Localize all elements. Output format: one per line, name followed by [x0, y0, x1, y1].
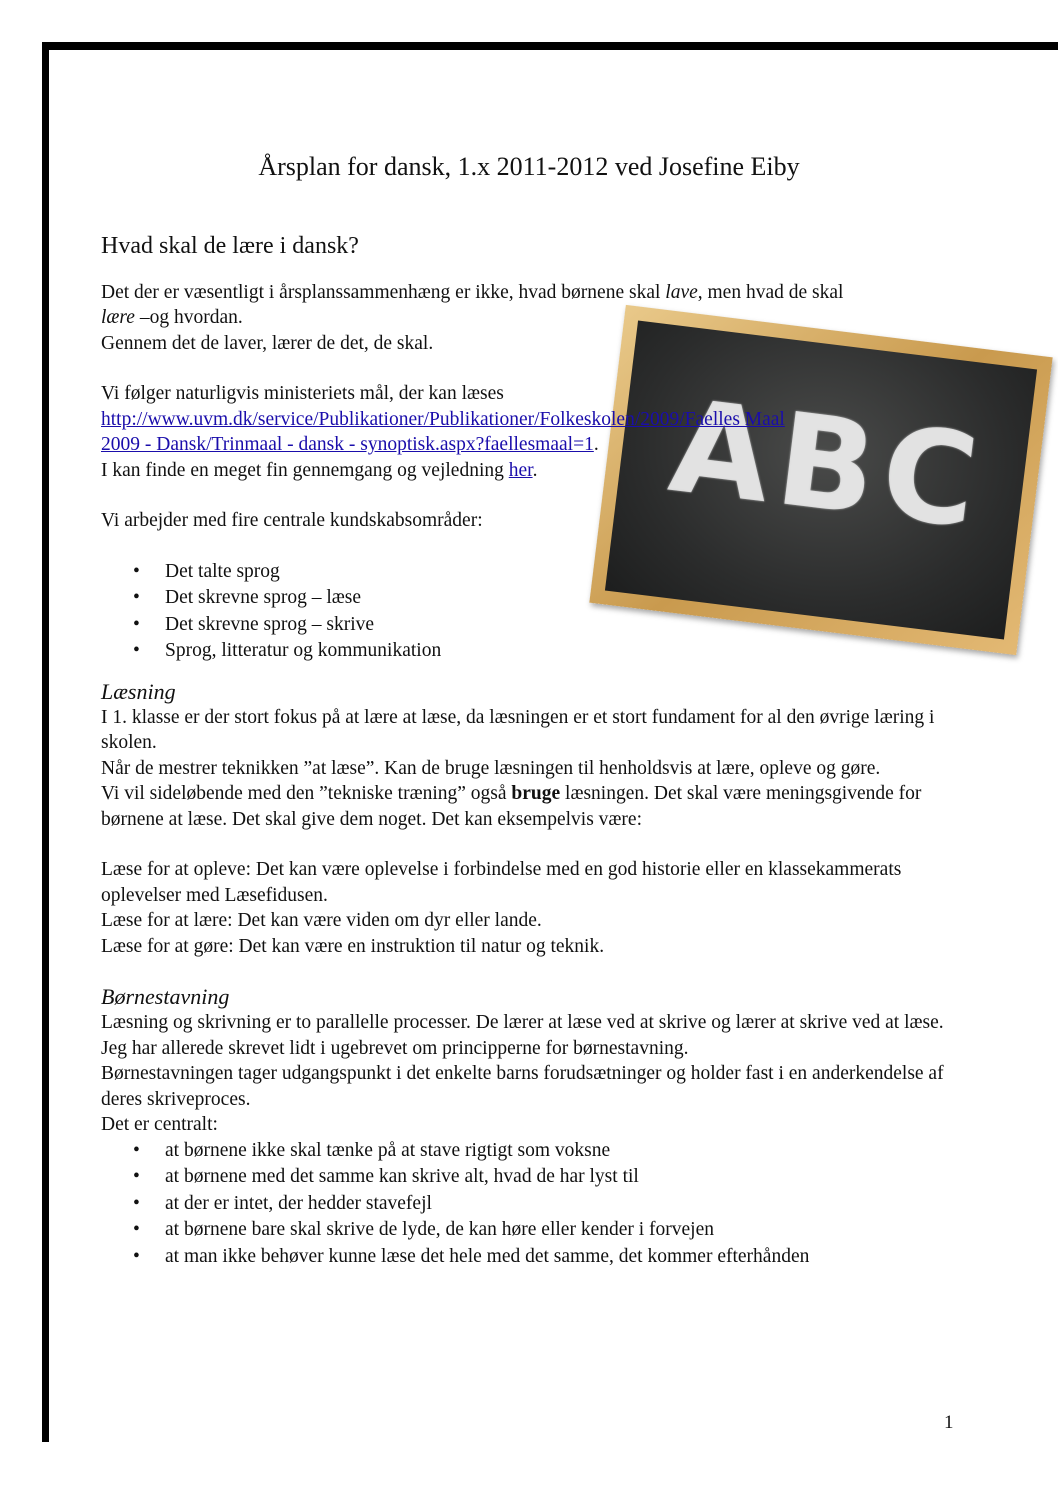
guide-text: I kan finde en meget fin gennemgang og vejledning: [101, 459, 509, 481]
bullet-icon: •: [133, 560, 140, 582]
laesning-paragraph-5: Læse for at lære: Det kan være viden om dyr eller lande.: [101, 910, 542, 931]
boernestavning-paragraph-3: Børnestavningen tager udgangspunkt i det enkelte barns forudsætninger og holder fast i en anderkendelse af deres skriveproces.: [101, 1063, 944, 1110]
list-item: • at børnene med det samme kan skrive alt, hvad de har lyst til: [101, 1164, 981, 1191]
areas-intro: Vi arbejder med fire centrale kundskabsområder:: [101, 510, 483, 531]
boernestavning-heading: Børnestavning: [101, 984, 230, 1009]
document-title: Årsplan for dansk, 1.x 2011-2012 ved Josefine Eiby: [258, 152, 800, 181]
page-number: 1: [944, 1412, 954, 1433]
principles-list: [101, 1138, 981, 1271]
laesning-paragraph-1: I 1. klasse er der stort fokus på at lære at læse, da læsningen er et stort fundament for al den øvrige læring i skolen.: [101, 706, 935, 753]
bullet-icon: •: [133, 1139, 140, 1161]
list-item: • at man ikke behøver kunne læse det hele med det samme, det kommer efterhånden: [101, 1244, 981, 1271]
bullet-icon: •: [133, 613, 140, 635]
laesning-heading: Læsning: [101, 678, 176, 704]
uvm-link-paragraph: [101, 407, 981, 458]
list-item: • at børnene ikke skal tænke på at stave rigtigt som voksne: [101, 1138, 981, 1165]
list-item: • Det talte sprog: [101, 559, 981, 586]
page-border-top: [42, 42, 1058, 50]
list-item: • Det skrevne sprog – skrive: [101, 612, 981, 639]
guide-paragraph: [101, 458, 981, 484]
list-item: • at der er intet, der hedder stavefejl: [101, 1191, 981, 1218]
bullet-icon: •: [133, 1192, 140, 1214]
section-heading: Hvad skal de lære i dansk?: [101, 233, 359, 259]
areas-list: [101, 559, 981, 665]
list-item: • at børnene bare skal skrive de lyde, de kan høre eller kender i forvejen: [101, 1217, 981, 1244]
laesning-paragraph-3: Vi vil sideløbende med den ”tekniske træning” også bruge læsningen. Det skal være meningsgivende for børnene at læse. Det skal give dem noget. Det kan eksempelvis være:: [101, 783, 922, 830]
document-body: [101, 234, 981, 1270]
intro-text-c: –og hvordan.: [134, 307, 243, 328]
her-link[interactable]: her: [508, 459, 533, 481]
guide-end: .: [532, 459, 538, 481]
chalkboard-abc-text: ABC: [662, 372, 994, 559]
list-item: • Sprog, litteratur og kommunikation: [101, 638, 981, 665]
laesning-paragraph-4: Læse for at opleve: Det kan være oplevelse i forbindelse med en god historie eller en klassekammerats oplevelser med Læsefidusen.: [101, 859, 902, 906]
bullet-icon: •: [133, 1245, 140, 1267]
uvm-link-line-2[interactable]: 2009 - Dansk/Trinmaal - dansk - synoptisk.aspx?faellesmaal=1: [101, 434, 594, 455]
boernestavning-paragraph-4: Det er centralt:: [101, 1114, 218, 1135]
intro-text-a: Det der er væsentligt i årsplanssammenhæng er ikke, hvad børnene skal: [101, 281, 666, 303]
page-border-left: [42, 42, 49, 1442]
list-item: • Det skrevne sprog – læse: [101, 585, 981, 612]
uvm-link-line-1[interactable]: http://www.uvm.dk/service/Publikationer/Publikationer/Folkeskolen/2009/Faelles Maal: [101, 408, 785, 430]
intro-laere: lære: [101, 307, 135, 328]
uvm-link-end: .: [593, 434, 599, 455]
boernestavning-paragraph-2: Jeg har allerede skrevet lidt i ugebrevet om principperne for børnestavning.: [101, 1037, 689, 1059]
intro-paragraph-3: Vi følger naturligvis ministeriets mål, der kan læses: [101, 383, 504, 404]
intro-paragraph-2: Gennem det de laver, lærer de det, de skal.: [101, 332, 434, 354]
bruge-bold: bruge: [511, 783, 561, 804]
bullet-icon: •: [133, 640, 140, 661]
bullet-icon: •: [133, 1219, 140, 1240]
bullet-icon: •: [133, 1166, 140, 1187]
intro-paragraph: [101, 280, 981, 331]
intro-text-b: , men hvad de skal: [697, 281, 844, 303]
boernestavning-paragraph-1: Læsning og skrivning er to parallelle processer. De lærer at læse ved at skrive og lærer at skrive ved at læse.: [101, 1012, 944, 1033]
bullet-icon: •: [133, 587, 140, 608]
laesning-paragraph-6: Læse for at gøre: Det kan være en instruktion til natur og teknik.: [101, 935, 605, 957]
intro-lave: lave: [665, 281, 698, 303]
laesning-paragraph-2: Når de mestrer teknikken ”at læse”. Kan de bruge læsningen til henholdsvis at lære, opleve og gøre.: [101, 757, 881, 779]
